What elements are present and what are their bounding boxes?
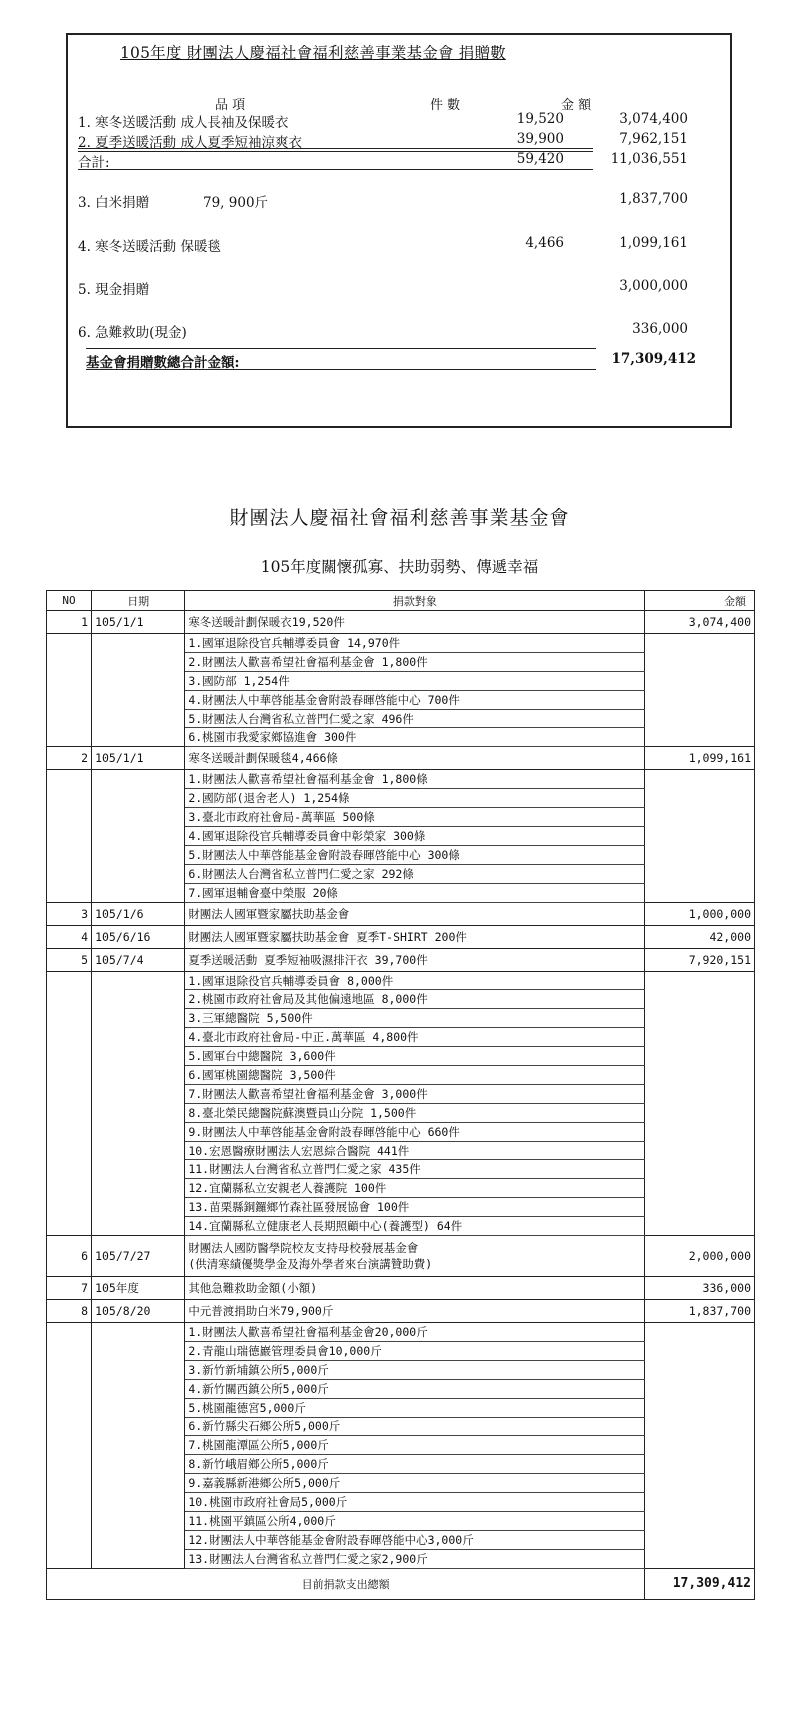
summary-divider [78, 169, 593, 170]
ledger-recipient-no-cell [47, 1511, 92, 1530]
ledger-recipient-no-cell [47, 1141, 92, 1160]
ledger-recipient-no-cell [47, 971, 92, 990]
ledger-entry-no: 8 [47, 1300, 92, 1323]
ledger-recipient-row [47, 1530, 755, 1549]
ledger-recipient-no-cell [47, 1455, 92, 1474]
ledger-recipient-row [47, 1066, 755, 1085]
ledger-recipient-row [47, 808, 755, 827]
ledger-recipient-date-cell [92, 1122, 185, 1141]
ledger-entry-no: 3 [47, 902, 92, 925]
summary-row [78, 191, 718, 209]
ledger-recipient-date-cell [92, 990, 185, 1009]
ledger-recipient-row [47, 1323, 755, 1342]
ledger-total-label: 目前捐款支出總額 [47, 1568, 645, 1599]
ledger-entry-target-text: 財團法人國軍暨家屬扶助基金會 [188, 906, 350, 921]
summary-row-label: 6. 急難救助(現金) [78, 325, 187, 341]
ledger-recipient-amount-cell [645, 827, 755, 846]
ledger-recipient-no-cell [47, 1103, 92, 1122]
ledger-entry-target-text: 寒冬送暖計劃保暖毯4,466條 [188, 751, 338, 766]
ledger-recipient-date-cell [92, 1047, 185, 1066]
ledger-recipient-amount-cell [645, 1141, 755, 1160]
summary-header-amount: 金 額 [561, 98, 592, 113]
ledger-entry-target [185, 1277, 645, 1300]
ledger-recipient: 2.桃園市政府社會局及其他偏遠地區 8,000件 [185, 990, 645, 1009]
ledger-recipient-row [47, 1160, 755, 1179]
ledger-entry-no: 7 [47, 1277, 92, 1300]
ledger-recipient-date-cell [92, 1549, 185, 1568]
ledger-recipient-no-cell [47, 634, 92, 653]
ledger-entry-target-text: 其他急難救助金額(小額) [188, 1281, 318, 1296]
ledger-entry-row [47, 1300, 755, 1323]
ledger-entry-row [47, 1277, 755, 1300]
ledger-recipient-no-cell [47, 671, 92, 690]
ledger-recipient-date-cell [92, 1141, 185, 1160]
ledger-recipient: 9.財團法人中華啓能基金會附設春暉啓能中心 660件 [185, 1122, 645, 1141]
ledger-entry-target-text: 中元普渡捐助白米79,900斤 [188, 1304, 334, 1319]
ledger-recipient-date-cell [92, 808, 185, 827]
ledger-recipient: 5.財團法人中華啓能基金會附設春暉啓能中心 300條 [185, 845, 645, 864]
ledger-header-target: 捐款對象 [185, 591, 645, 611]
summary-row-amount: 3,000,000 [619, 278, 688, 294]
ledger-recipient-amount-cell [645, 1028, 755, 1047]
ledger-recipient-row [47, 1360, 755, 1379]
ledger-recipient-date-cell [92, 1028, 185, 1047]
ledger-entry-row [47, 1236, 755, 1277]
ledger-recipient-date-cell [92, 845, 185, 864]
ledger-recipient: 2.財團法人歡喜希望社會福利基金會 1,800件 [185, 652, 645, 671]
ledger-recipient-amount-cell [645, 1122, 755, 1141]
ledger-recipient-date-cell [92, 634, 185, 653]
ledger-entry-target-text: 財團法人國軍暨家屬扶助基金會 夏季T-SHIRT 200件 [188, 929, 467, 944]
summary-grand-total-row [86, 351, 718, 369]
ledger-recipient-no-cell [47, 1360, 92, 1379]
ledger-recipient-no-cell [47, 1160, 92, 1179]
ledger-recipient-row [47, 1493, 755, 1512]
ledger-recipient-amount-cell [645, 1341, 755, 1360]
ledger-recipient: 7.桃園龍潭區公所5,000斤 [185, 1436, 645, 1455]
ledger-entry-date: 105年度 [92, 1277, 185, 1300]
summary-row [78, 321, 718, 339]
ledger-recipient-row [47, 1141, 755, 1160]
donation-ledger-table [46, 590, 755, 1600]
ledger-recipient: 7.國軍退輔會臺中榮服 20條 [185, 883, 645, 902]
ledger-recipient-row [47, 1341, 755, 1360]
ledger-recipient-amount-cell [645, 1455, 755, 1474]
ledger-recipient-row [47, 1047, 755, 1066]
ledger-entry-target-text: 寒冬送暖計劃保暖衣19,520件 [188, 615, 345, 629]
ledger-recipient: 1.國軍退除役官兵輔導委員會 8,000件 [185, 971, 645, 990]
ledger-recipient-amount-cell [645, 1379, 755, 1398]
ledger-recipient-date-cell [92, 1341, 185, 1360]
ledger-recipient: 3.臺北市政府社會局-萬華區 500條 [185, 808, 645, 827]
ledger-recipient-row [47, 1084, 755, 1103]
ledger-recipient-no-cell [47, 1066, 92, 1085]
summary-divider [86, 348, 596, 349]
ledger-entry-amount: 3,074,400 [645, 611, 755, 634]
ledger-recipient: 6.國軍桃園總醫院 3,500件 [185, 1066, 645, 1085]
ledger-recipient-row [47, 1511, 755, 1530]
ledger-recipient-no-cell [47, 1341, 92, 1360]
ledger-recipient-no-cell [47, 652, 92, 671]
ledger-recipient-no-cell [47, 1198, 92, 1217]
ledger-recipient-amount-cell [645, 990, 755, 1009]
summary-row-count: 19,520 [516, 111, 564, 127]
ledger-recipient-no-cell [47, 1217, 92, 1236]
summary-row-count: 39,900 [516, 131, 564, 147]
ledger-total-amount: 17,309,412 [645, 1568, 755, 1599]
ledger-recipient: 3.國防部 1,254件 [185, 671, 645, 690]
ledger-recipient-date-cell [92, 1360, 185, 1379]
ledger-recipient-row [47, 652, 755, 671]
ledger-recipient-row [47, 1198, 755, 1217]
ledger-recipient-date-cell [92, 827, 185, 846]
ledger-recipient-date-cell [92, 1323, 185, 1342]
ledger-recipient-amount-cell [645, 652, 755, 671]
ledger-recipient-row [47, 1436, 755, 1455]
ledger-recipient-no-cell [47, 1417, 92, 1436]
ledger-entry-row [47, 948, 755, 971]
ledger-recipient-no-cell [47, 789, 92, 808]
ledger-recipient: 12.宜蘭縣私立安親老人養護院 100件 [185, 1179, 645, 1198]
ledger-entry-target [185, 902, 645, 925]
ledger-recipient-amount-cell [645, 789, 755, 808]
ledger-body [47, 611, 755, 1569]
summary-row-amount: 1,837,700 [619, 191, 688, 207]
ledger-recipient-date-cell [92, 789, 185, 808]
summary-subtotal-label: 合計: [78, 155, 110, 171]
ledger-header-amount: 金額 [645, 591, 755, 611]
summary-subtotal-count: 59,420 [516, 151, 564, 167]
ledger-recipient-date-cell [92, 1009, 185, 1028]
ledger-recipient-no-cell [47, 1379, 92, 1398]
ledger-entry-target [185, 611, 645, 634]
ledger-recipient: 7.財團法人歡喜希望社會福利基金會 3,000件 [185, 1084, 645, 1103]
summary-row-label: 4. 寒冬送暖活動 保暖毯 [78, 239, 221, 255]
ledger-recipient-amount-cell [645, 1398, 755, 1417]
ledger-recipient-row [47, 990, 755, 1009]
summary-box [66, 33, 732, 428]
ledger-recipient: 5.財團法人台灣省私立普門仁愛之家 496件 [185, 709, 645, 728]
ledger-recipient-amount-cell [645, 1417, 755, 1436]
ledger-total-row [47, 1568, 755, 1599]
ledger-entry-date: 105/8/20 [92, 1300, 185, 1323]
ledger-recipient: 13.苗栗縣銅鑼鄉竹森社區發展協會 100件 [185, 1198, 645, 1217]
ledger-recipient-row [47, 883, 755, 902]
ledger-recipient-row [47, 971, 755, 990]
ledger-recipient-row [47, 1028, 755, 1047]
ledger-recipient-date-cell [92, 971, 185, 990]
ledger-entry-target-text: 財團法人國防醫學院校友支持母校發展基金會 [188, 1241, 419, 1256]
ledger-recipient-amount-cell [645, 883, 755, 902]
ledger-entry-date: 105/6/16 [92, 925, 185, 948]
document-subtitle: 105年度關懷孤寡、扶助弱勢、傳遞幸福 [260, 558, 539, 576]
ledger-recipient: 1.國軍退除役官兵輔導委員會 14,970件 [185, 634, 645, 653]
ledger-recipient-amount-cell [645, 709, 755, 728]
ledger-recipient-row [47, 634, 755, 653]
ledger-recipient: 4.新竹關西鎮公所5,000斤 [185, 1379, 645, 1398]
ledger-recipient-no-cell [47, 827, 92, 846]
ledger-entry-date: 105/1/6 [92, 902, 185, 925]
ledger-entry-target-note: (供清寒績優獎學金及海外學者來台演講贊助費) [188, 1257, 433, 1272]
ledger-recipient-amount-cell [645, 808, 755, 827]
ledger-recipient-row [47, 1474, 755, 1493]
ledger-recipient-date-cell [92, 1084, 185, 1103]
ledger-recipient-row [47, 1455, 755, 1474]
ledger-recipient-no-cell [47, 1323, 92, 1342]
ledger-header-date: 日期 [92, 591, 185, 611]
ledger-entry-no: 5 [47, 948, 92, 971]
ledger-recipient-no-cell [47, 728, 92, 747]
ledger-recipient-date-cell [92, 690, 185, 709]
ledger-recipient-no-cell [47, 1028, 92, 1047]
ledger-entry-target [185, 948, 645, 971]
ledger-recipient-row [47, 1103, 755, 1122]
ledger-entry-row [47, 611, 755, 634]
ledger-recipient: 6.桃園市我愛家鄉協進會 300件 [185, 728, 645, 747]
ledger-recipient-no-cell [47, 1009, 92, 1028]
ledger-recipient-amount-cell [645, 1511, 755, 1530]
ledger-recipient-amount-cell [645, 1436, 755, 1455]
ledger-recipient-no-cell [47, 1398, 92, 1417]
summary-title: 105年度 財團法人慶福社會福利慈善事業基金會 捐贈數 [120, 44, 506, 62]
ledger-recipient-date-cell [92, 1493, 185, 1512]
ledger-recipient-no-cell [47, 808, 92, 827]
ledger-recipient-date-cell [92, 709, 185, 728]
ledger-recipient-no-cell [47, 1436, 92, 1455]
ledger-recipient-row [47, 789, 755, 808]
ledger-recipient-row [47, 770, 755, 789]
summary-row [78, 131, 718, 149]
summary-row-amount: 336,000 [632, 321, 688, 337]
ledger-entry-no: 4 [47, 925, 92, 948]
ledger-recipient-amount-cell [645, 864, 755, 883]
summary-row-label: 1. 寒冬送暖活動 成人長袖及保暖衣 [78, 115, 289, 131]
summary-row-amount: 7,962,151 [619, 131, 688, 147]
ledger-recipient-amount-cell [645, 1360, 755, 1379]
ledger-entry-target [185, 747, 645, 770]
ledger-recipient-no-cell [47, 1549, 92, 1568]
ledger-recipient-date-cell [92, 1417, 185, 1436]
ledger-header-row [47, 591, 755, 611]
ledger-recipient-amount-cell [645, 770, 755, 789]
ledger-recipient-no-cell [47, 709, 92, 728]
ledger-recipient-amount-cell [645, 728, 755, 747]
ledger-recipient-amount-cell [645, 1217, 755, 1236]
ledger-recipient-no-cell [47, 1084, 92, 1103]
ledger-recipient-row [47, 1179, 755, 1198]
ledger-recipient: 4.國軍退除役官兵輔導委員會中彰榮家 300條 [185, 827, 645, 846]
ledger-recipient-row [47, 864, 755, 883]
ledger-recipient: 3.三軍總醫院 5,500件 [185, 1009, 645, 1028]
summary-row-label: 5. 現金捐贈 [78, 282, 150, 298]
ledger-recipient-date-cell [92, 864, 185, 883]
ledger-entry-row [47, 747, 755, 770]
ledger-recipient-amount-cell [645, 1047, 755, 1066]
ledger-recipient-no-cell [47, 1047, 92, 1066]
ledger-recipient: 2.國防部(退舍老人) 1,254條 [185, 789, 645, 808]
ledger-entry-amount: 1,099,161 [645, 747, 755, 770]
ledger-recipient-row [47, 709, 755, 728]
ledger-recipient-row [47, 827, 755, 846]
ledger-recipient-amount-cell [645, 1009, 755, 1028]
ledger-recipient: 6.新竹縣尖石鄉公所5,000斤 [185, 1417, 645, 1436]
ledger-recipient-no-cell [47, 1530, 92, 1549]
ledger-recipient-row [47, 690, 755, 709]
ledger-entry-row [47, 925, 755, 948]
summary-divider [78, 148, 593, 149]
summary-header-item: 品 項 [215, 98, 246, 113]
ledger-recipient-date-cell [92, 1474, 185, 1493]
summary-grand-total-label: 基金會捐贈數總合計金額: [86, 355, 240, 371]
ledger-recipient-amount-cell [645, 1066, 755, 1085]
ledger-entry-no: 2 [47, 747, 92, 770]
ledger-recipient: 2.青龍山瑞德巖管理委員會10,000斤 [185, 1341, 645, 1360]
ledger-recipient-amount-cell [645, 971, 755, 990]
ledger-recipient-amount-cell [645, 1198, 755, 1217]
summary-header-count: 件 數 [430, 98, 461, 113]
ledger-recipient-date-cell [92, 1103, 185, 1122]
ledger-recipient-row [47, 1417, 755, 1436]
ledger-recipient: 9.嘉義縣新港鄉公所5,000斤 [185, 1474, 645, 1493]
ledger-recipient: 4.財團法人中華啓能基金會附設春暉啓能中心 700件 [185, 690, 645, 709]
ledger-recipient-amount-cell [645, 1549, 755, 1568]
ledger-recipient-date-cell [92, 1436, 185, 1455]
ledger-entry-target-text: 夏季送暖活動 夏季短袖吸濕排汗衣 39,700件 [188, 952, 428, 967]
ledger-recipient-amount-cell [645, 1323, 755, 1342]
ledger-recipient-date-cell [92, 1398, 185, 1417]
ledger-entry-amount: 42,000 [645, 925, 755, 948]
ledger-entry-date: 105/1/1 [92, 611, 185, 634]
document-title: 財團法人慶福社會福利慈善事業基金會 [229, 507, 570, 529]
ledger-recipient-amount-cell [645, 1160, 755, 1179]
ledger-recipient-date-cell [92, 652, 185, 671]
summary-row-amount: 3,074,400 [619, 111, 688, 127]
ledger-recipient-no-cell [47, 770, 92, 789]
ledger-recipient-row [47, 845, 755, 864]
ledger-entry-row [47, 902, 755, 925]
ledger-recipient-amount-cell [645, 690, 755, 709]
ledger-recipient-amount-cell [645, 1493, 755, 1512]
ledger-recipient-row [47, 1379, 755, 1398]
ledger-recipient-no-cell [47, 883, 92, 902]
summary-row-amount: 1,099,161 [619, 235, 688, 251]
ledger-recipient-no-cell [47, 845, 92, 864]
ledger-recipient: 13.財團法人台灣省私立普門仁愛之家2,900斤 [185, 1549, 645, 1568]
ledger-recipient-no-cell [47, 990, 92, 1009]
ledger-recipient-no-cell [47, 690, 92, 709]
ledger-entry-target [185, 1300, 645, 1323]
ledger-recipient: 1.財團法人歡喜希望社會福利基金會20,000斤 [185, 1323, 645, 1342]
ledger-recipient-no-cell [47, 1122, 92, 1141]
ledger-recipient-row [47, 1398, 755, 1417]
ledger-recipient-date-cell [92, 1198, 185, 1217]
ledger-recipient-amount-cell [645, 1103, 755, 1122]
ledger-recipient-row [47, 1217, 755, 1236]
ledger-recipient-no-cell [47, 1493, 92, 1512]
ledger-recipient-amount-cell [645, 671, 755, 690]
ledger-recipient: 5.國軍台中總醫院 3,600件 [185, 1047, 645, 1066]
summary-row-label: 2. 夏季送暖活動 成人夏季短袖涼爽衣 [78, 135, 302, 151]
ledger-recipient-row [47, 1122, 755, 1141]
summary-subtotal-row [78, 151, 718, 169]
ledger-entry-amount: 7,920,151 [645, 948, 755, 971]
ledger-recipient-date-cell [92, 671, 185, 690]
ledger-recipient-date-cell [92, 1217, 185, 1236]
ledger-recipient-date-cell [92, 728, 185, 747]
summary-divider [86, 369, 596, 370]
ledger-header-no: NO [47, 591, 92, 611]
ledger-recipient-date-cell [92, 1530, 185, 1549]
ledger-recipient-amount-cell [645, 1474, 755, 1493]
ledger-recipient: 6.財團法人台灣省私立普門仁愛之家 292條 [185, 864, 645, 883]
ledger-recipient-date-cell [92, 770, 185, 789]
ledger-recipient: 8.新竹峨眉鄉公所5,000斤 [185, 1455, 645, 1474]
ledger-recipient-amount-cell [645, 1084, 755, 1103]
summary-row-quantity: 79, 900斤 [203, 195, 269, 211]
ledger-recipient: 8.臺北榮民總醫院蘇澳暨員山分院 1,500件 [185, 1103, 645, 1122]
summary-row-count: 4,466 [525, 235, 564, 251]
ledger-recipient-row [47, 671, 755, 690]
ledger-recipient-no-cell [47, 1179, 92, 1198]
ledger-entry-date: 105/7/4 [92, 948, 185, 971]
ledger-recipient-date-cell [92, 1160, 185, 1179]
ledger-entry-no: 6 [47, 1236, 92, 1277]
ledger-recipient-date-cell [92, 1179, 185, 1198]
ledger-recipient-no-cell [47, 864, 92, 883]
summary-row [78, 235, 718, 253]
ledger-recipient-amount-cell [645, 1530, 755, 1549]
ledger-entry-amount: 1,837,700 [645, 1300, 755, 1323]
ledger-recipient: 1.財團法人歡喜希望社會福利基金會 1,800條 [185, 770, 645, 789]
ledger-recipient-row [47, 1549, 755, 1568]
ledger-recipient-row [47, 1009, 755, 1028]
ledger-recipient-amount-cell [645, 634, 755, 653]
ledger-recipient-amount-cell [645, 1179, 755, 1198]
ledger-recipient: 11.桃園平鎮區公所4,000斤 [185, 1511, 645, 1530]
ledger-recipient: 4.臺北市政府社會局-中正.萬華區 4,800件 [185, 1028, 645, 1047]
ledger-recipient: 3.新竹新埔鎮公所5,000斤 [185, 1360, 645, 1379]
ledger-entry-target [185, 925, 645, 948]
ledger-recipient-date-cell [92, 1066, 185, 1085]
ledger-recipient: 14.宜蘭縣私立健康老人長期照顧中心(養護型) 64件 [185, 1217, 645, 1236]
summary-row-label: 3. 白米捐贈 [78, 195, 150, 211]
ledger-recipient-row [47, 728, 755, 747]
summary-row [78, 111, 718, 129]
ledger-entry-amount: 2,000,000 [645, 1236, 755, 1277]
ledger-entry-no: 1 [47, 611, 92, 634]
ledger-recipient-date-cell [92, 883, 185, 902]
summary-grand-total-amount: 17,309,412 [611, 351, 696, 367]
ledger-entry-amount: 1,000,000 [645, 902, 755, 925]
summary-row [78, 278, 718, 296]
ledger-entry-target [185, 1236, 645, 1277]
ledger-recipient: 12.財團法人中華啓能基金會附設春暉啓能中心3,000斤 [185, 1530, 645, 1549]
ledger-entry-date: 105/7/27 [92, 1236, 185, 1277]
ledger-recipient-date-cell [92, 1511, 185, 1530]
ledger-recipient: 11.財團法人台灣省私立普門仁愛之家 435件 [185, 1160, 645, 1179]
ledger-recipient: 10.宏恩醫療財團法人宏恩綜合醫院 441件 [185, 1141, 645, 1160]
ledger-entry-amount: 336,000 [645, 1277, 755, 1300]
ledger-recipient: 10.桃園市政府社會局5,000斤 [185, 1493, 645, 1512]
ledger-recipient-no-cell [47, 1474, 92, 1493]
ledger-entry-date: 105/1/1 [92, 747, 185, 770]
ledger-recipient-date-cell [92, 1379, 185, 1398]
ledger-recipient-amount-cell [645, 845, 755, 864]
summary-subtotal-amount: 11,036,551 [610, 151, 688, 167]
ledger-recipient-date-cell [92, 1455, 185, 1474]
ledger-recipient: 5.桃園龍德宮5,000斤 [185, 1398, 645, 1417]
